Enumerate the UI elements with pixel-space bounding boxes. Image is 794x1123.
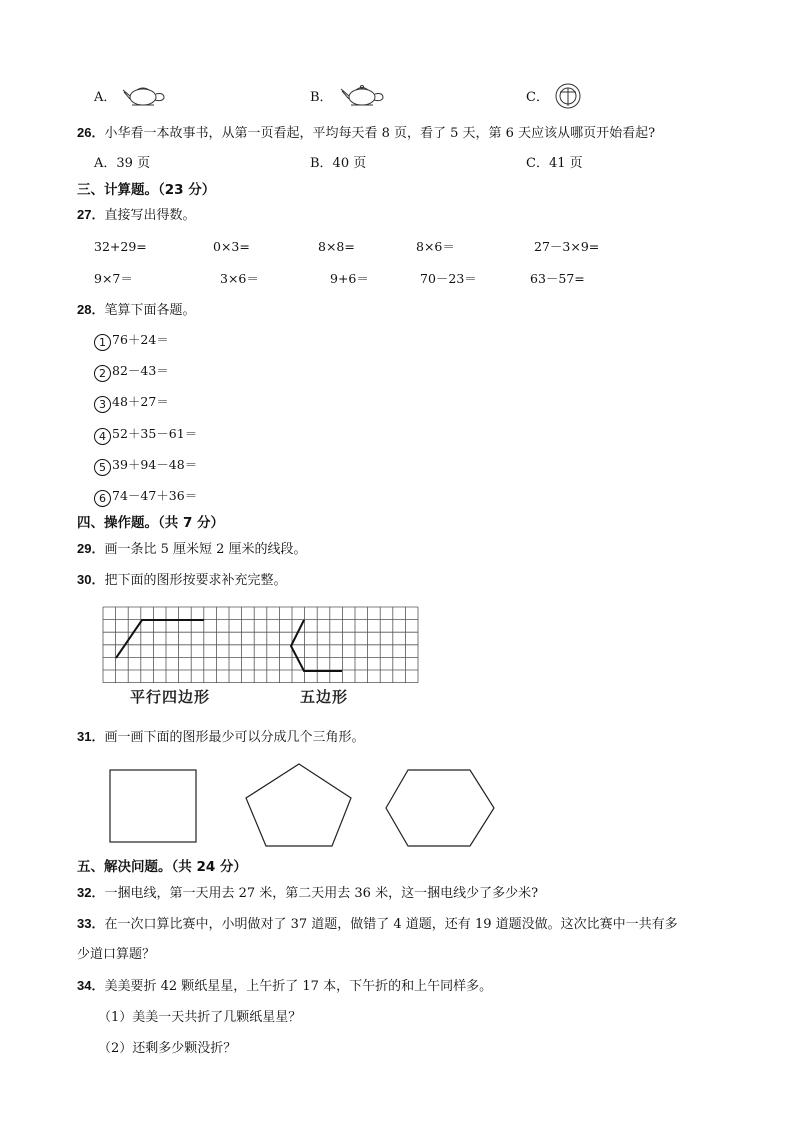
question-30 (77, 571, 286, 590)
grid-label-pentagon: 五边形 (300, 688, 349, 706)
question-text: 一捆电线，第一天用去 27 米，第二天用去 36 米，这一捆电线少了多少米? (104, 886, 539, 901)
calc-item: 0×3= (213, 239, 250, 254)
q26-option-c: C．41 页 (526, 156, 583, 171)
pentagon-shape (246, 764, 351, 846)
q26-option-a: A．39 页 (94, 156, 151, 171)
expression: 48＋27＝ (112, 394, 169, 409)
expression: 39＋94－48＝ (112, 457, 198, 472)
option-label: B． (310, 90, 333, 105)
subquestion-1: （1）美美一天共折了几颗纸星星？ (98, 1010, 302, 1025)
pentagon-partial (291, 620, 342, 671)
circled-number: 4 (94, 428, 111, 445)
question-text: 在一次口算比赛中，小明做对了 37 道题，做错了 4 道题，还有 19 道题没做。这次比赛中一共有多 (104, 917, 678, 932)
option-label: A． (94, 90, 117, 105)
circled-number: 2 (94, 365, 111, 382)
written-calc-item (94, 393, 169, 413)
question-text: 画一画下面的图形最少可以分成几个三角形。 (104, 730, 365, 745)
question-number: 34． (77, 978, 105, 993)
calc-item: 8×6＝ (416, 239, 455, 254)
question-number: 27． (77, 207, 105, 222)
question-number: 26． (77, 125, 105, 140)
q26-option-b: B．40 页 (310, 156, 367, 171)
calc-item: 63－57= (530, 271, 585, 286)
question-number: 28． (77, 302, 105, 317)
question-31 (77, 728, 364, 747)
written-calc-item (94, 331, 169, 351)
q25-option-c (526, 89, 549, 107)
expression: 52＋35－61＝ (112, 426, 198, 441)
section-5-title: 五、解决问题。（共 24 分） (77, 859, 247, 875)
question-text: 直接写出得数。 (104, 208, 196, 223)
expression: 82－43＝ (112, 363, 169, 378)
question-text: 把下面的图形按要求补充完整。 (104, 573, 287, 588)
drawing-grid (100, 604, 420, 686)
square-shape (110, 770, 196, 842)
calc-item: 70－23＝ (420, 271, 477, 286)
circled-number: 5 (94, 459, 111, 476)
calc-item: 3×6＝ (220, 271, 259, 286)
question-28 (77, 301, 195, 320)
subquestion-2: （2）还剩多少颗没折？ (98, 1041, 237, 1056)
shapes-figure (100, 760, 510, 852)
calc-item: 27－3×9= (534, 239, 600, 254)
option-label: C． (526, 90, 549, 105)
question-27 (77, 206, 195, 225)
question-text: 画一条比 5 厘米短 2 厘米的线段。 (104, 542, 307, 557)
question-number: 29． (77, 541, 105, 556)
expression: 74－47＋36＝ (112, 488, 198, 503)
calc-item: 9×7＝ (94, 271, 133, 286)
written-calc-item (94, 362, 169, 382)
written-calc-item (94, 425, 197, 445)
circled-number: 3 (94, 396, 111, 413)
grid-label-parallelogram: 平行四边形 (130, 688, 211, 706)
circled-number: 6 (94, 490, 111, 507)
teapot-top-icon (552, 82, 586, 110)
q25-option-b (310, 89, 333, 107)
calc-item: 9+6＝ (330, 271, 369, 286)
teapot-side-icon (338, 83, 386, 109)
question-text: 美美要折 42 颗纸星星，上午折了 17 本，下午折的和上午同样多。 (104, 979, 493, 994)
question-33-continued: 少道口算题？ (77, 947, 156, 962)
circled-number: 1 (94, 334, 111, 351)
question-number: 33． (77, 916, 105, 931)
question-number: 32． (77, 885, 105, 900)
question-33 (77, 915, 678, 934)
expression: 76＋24＝ (112, 332, 169, 347)
section-3-title: 三、计算题。（23 分） (77, 182, 216, 198)
teapot-front-icon (120, 83, 168, 109)
question-text: 笔算下面各题。 (104, 303, 196, 318)
q25-option-a (94, 89, 116, 107)
question-34 (77, 977, 492, 996)
question-29 (77, 540, 307, 559)
question-32 (77, 884, 538, 903)
written-calc-item (94, 487, 197, 507)
calc-item: 32+29= (94, 239, 147, 254)
question-26 (77, 124, 655, 143)
question-text: 小华看一本故事书，从第一页看起，平均每天看 8 页，看了 5 天，第 6 天应该从哪页开始看起? (104, 126, 656, 141)
section-4-title: 四、操作题。（共 7 分） (77, 515, 225, 531)
calc-item: 8×8= (318, 239, 355, 254)
question-number: 30． (77, 572, 105, 587)
hexagon-shape (386, 770, 494, 846)
question-number: 31． (77, 729, 105, 744)
written-calc-item (94, 456, 197, 476)
